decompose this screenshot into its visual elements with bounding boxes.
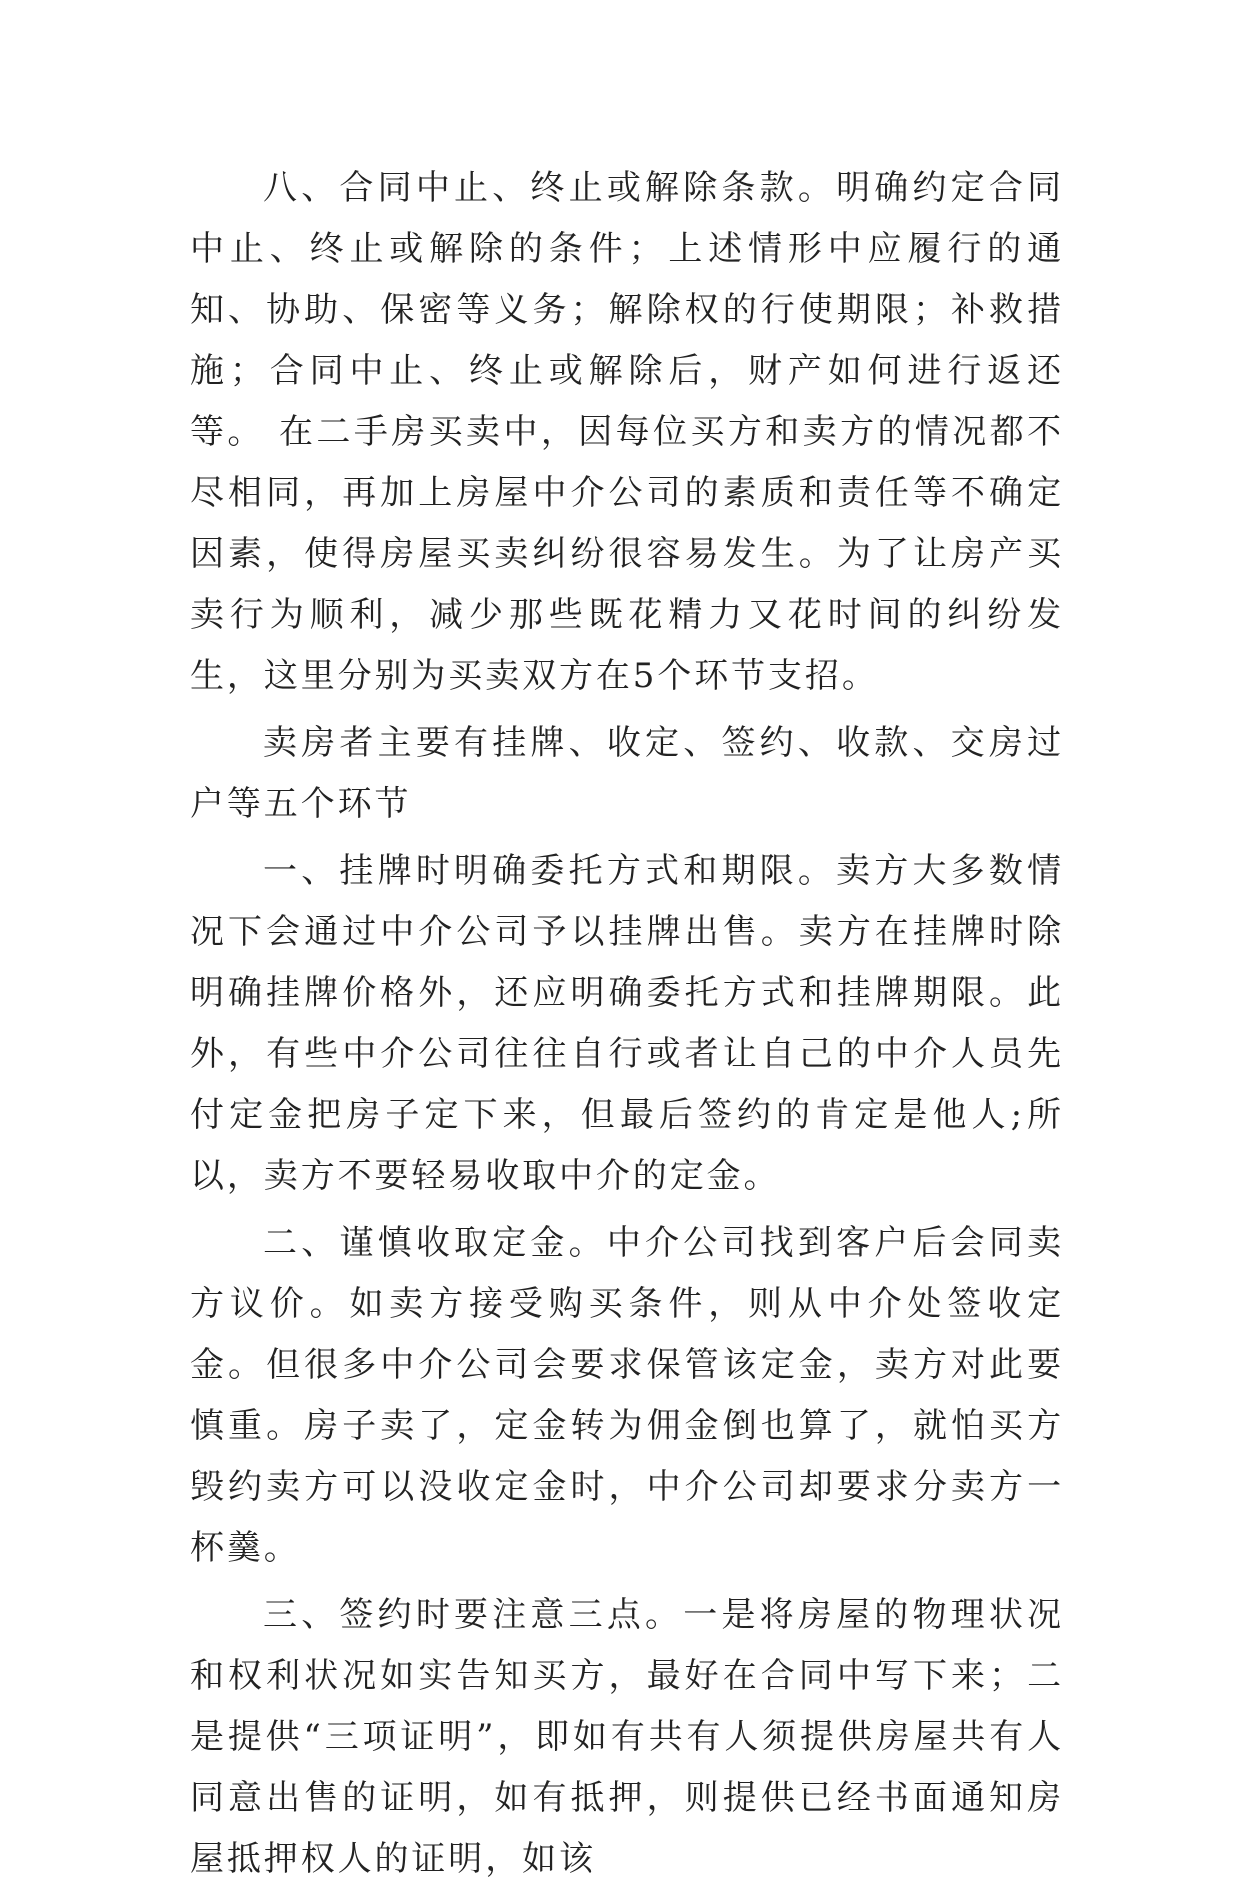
paragraph-seller-steps: 卖房者主要有挂牌、收定、签约、收款、交房过户等五个环节 bbox=[190, 723, 1064, 824]
paragraph-signing: 三、签约时要注意三点。一是将房屋的物理状况和权利状况如实告知买方，最好在合同中写下来；二是提供“三项证明”，即如有共有人须提供房屋共有人同意出售的证明，如有抵押，则提供已经书面通知房屋抵押权人的证明，如该 bbox=[190, 1595, 1064, 1879]
paragraph-listing: 一、挂牌时明确委托方式和期限。卖方大多数情况下会通过中介公司予以挂牌出售。卖方在挂牌时除明确挂牌价格外，还应明确委托方式和挂牌期限。此外，有些中介公司往往自行或者让自己的中介人员先付定金把房子定下来，但最后签约的肯定是他人;所以，卖方不要轻易收取中介的定金。 bbox=[190, 851, 1064, 1196]
document-body bbox=[190, 158, 1064, 1896]
paragraph-contract-termination: 八、合同中止、终止或解除条款。明确约定合同中止、终止或解除的条件；上述情形中应履行的通知、协助、保密等义务；解除权的行使期限；补救措施；合同中止、终止或解除后，财产如何进行返还等。 在二手房买卖中，因每位买方和卖方的情况都不尽相同，再加上房屋中介公司的素质和责任等不确定因素，使得房屋买卖纠纷很容易发生。为了让房产买卖行为顺利，减少那些既花精力又花时间的纠纷发生，这里分别为买卖双方在5个环节支招。 bbox=[190, 168, 1064, 696]
paragraph-deposit: 二、谨慎收取定金。中介公司找到客户后会同卖方议价。如卖方接受购买条件，则从中介处签收定金。但很多中介公司会要求保管该定金，卖方对此要慎重。房子卖了，定金转为佣金倒也算了，就怕买方毁约卖方可以没收定金时，中介公司却要求分卖方一杯羹。 bbox=[190, 1223, 1064, 1568]
